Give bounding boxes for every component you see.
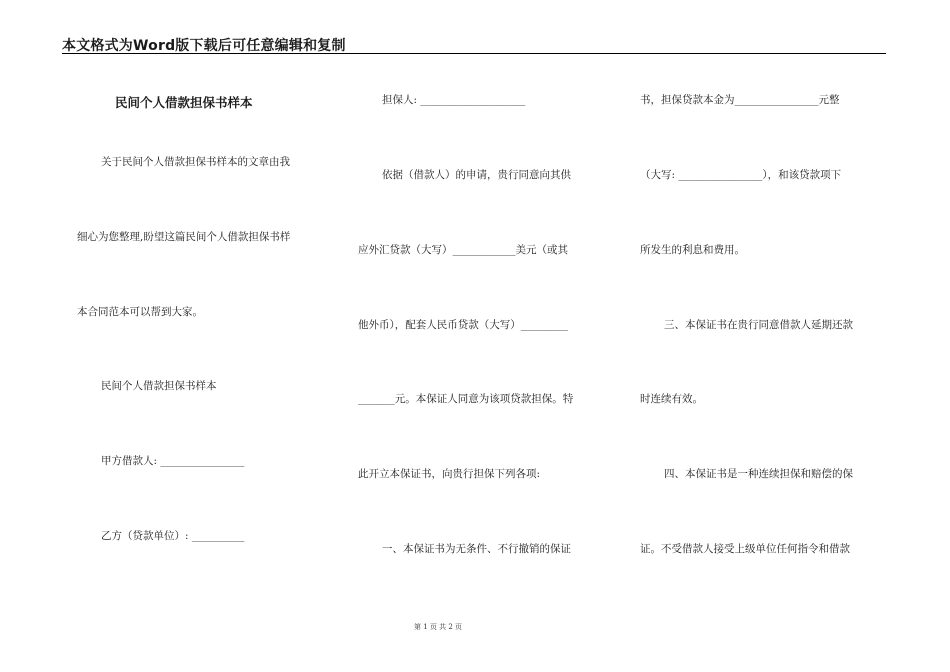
- header-divider: [62, 53, 886, 54]
- col3-line-3: 所发生的利息和费用。: [640, 244, 745, 256]
- page-number: 第 1 页 共 2 页: [414, 623, 463, 631]
- col1-line-2: 细心为您整理,盼望这篇民间个人借款担保书样: [77, 231, 291, 243]
- col3-line-7: 证。不受借款人接受上级单位任何指令和借款: [640, 543, 850, 555]
- document-header-title: 本文格式为Word版下载后可任意编辑和复制: [62, 38, 346, 54]
- col1-line-1: 关于民间个人借款担保书样本的文章由我: [101, 156, 290, 168]
- col3-line-6: 四、本保证书是一种连续担保和赔偿的保: [664, 468, 853, 480]
- col3-line-1: 书，担保贷款本金为________________元整: [640, 94, 840, 106]
- document-title: 民间个人借款担保书样本: [115, 95, 253, 110]
- col2-line-3: 应外汇贷款（大写）____________美元（或其: [358, 244, 568, 256]
- col3-line-4: 三、本保证书在贵行同意借款人延期还款: [664, 319, 853, 331]
- col3-line-2: （大写: ________________），和该贷款项下: [640, 169, 842, 181]
- col1-line-4: 民间个人借款担保书样本: [101, 380, 217, 392]
- col1-line-3: 本合同范本可以帮到大家。: [77, 306, 203, 318]
- col2-line-5: _______元。本保证人同意为该项贷款担保。特: [358, 393, 574, 405]
- col2-line-6: 此开立本保证书，向贵行担保下列各项:: [358, 468, 541, 480]
- col1-line-5: 甲方借款人: ________________: [101, 455, 245, 467]
- col2-line-2: 依据（借款人）的申请，贵行同意向其供: [382, 169, 571, 181]
- col2-line-7: 一、本保证书为无条件、不行撤销的保证: [382, 543, 571, 555]
- col1-line-6: 乙方（贷款单位）: __________: [101, 530, 245, 542]
- col3-line-5: 时连续有效。: [640, 393, 703, 405]
- col2-line-1: 担保人: ____________________: [382, 94, 526, 106]
- col2-line-4: 他外币），配套人民币贷款（大写）_________: [358, 319, 568, 331]
